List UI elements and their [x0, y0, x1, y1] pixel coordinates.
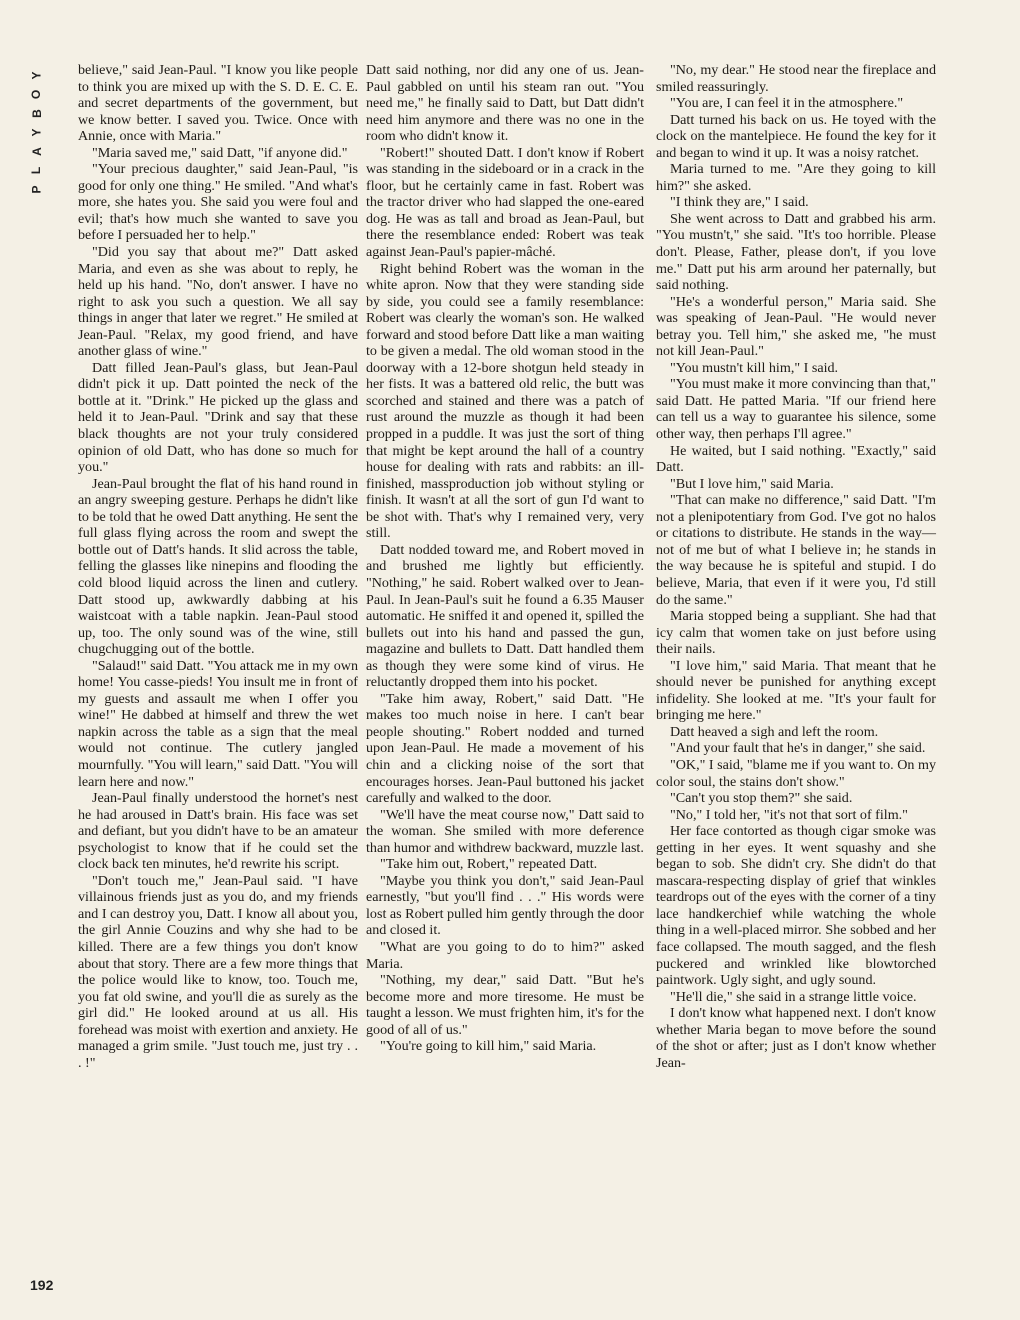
paragraph: I don't know what happened next. I don't know whether Maria began to move before the sound of the shot or after; just as I don't know whether Jean-: [656, 1005, 936, 1071]
masthead-letter: O: [29, 89, 44, 100]
paragraph: She went across to Datt and grabbed his arm. "You mustn't," she said. "It's too horrible. Please don't. Please, Father, please don't, if you love me." Datt put his arm around her paternally, but said nothing.: [656, 210, 936, 294]
paragraph: Datt nodded toward me, and Robert moved in and brushed me lightly but efficiently. "Nothing," he said. Robert walked over to Jean-Paul. In Jean-Paul's suit he found a 6.35 Mauser automatic. He sniffed it and opened it, spilled the bullets out into his hand and passed the gun, magazine and bullets to Datt. Datt handled them as though they were some kind of virus. He reluctantly dropped them into his pocket.: [366, 541, 644, 691]
paragraph: "OK," I said, "blame me if you want to. On my color soul, the stains don't show.": [656, 756, 936, 790]
paragraph: believe," said Jean-Paul. "I know you like people to think you are mixed up with the S. D. E. C. E. and secret departments of the government, but we know better. I saved you. Twice. Once with Annie, once with Maria.": [78, 62, 358, 145]
paragraph: Maria turned to me. "Are they going to kill him?" she asked.: [656, 161, 936, 194]
paragraph: "Did you say that about me?" Datt asked Maria, and even as she was about to reply, he held up his hand. "No, don't answer. I have no right to ask you such a question. We all say things in anger that later we regret." He smiled at Jean-Paul. "Relax, my good friend, and have another glass of wine.": [78, 244, 358, 360]
text-column-1: [78, 62, 358, 1071]
paragraph: Datt heaved a sigh and left the room.: [670, 723, 879, 740]
text-column-3: [656, 62, 936, 1071]
paragraph: Jean-Paul finally understood the hornet's nest he had aroused in Datt's brain. His face was set and defiant, but you didn't have to be an amateur psychologist to know that if he could set the clock back ten minutes, he'd rewrite his script.: [78, 790, 358, 873]
paragraph: "You are, I can feel it in the atmosphere.": [670, 95, 904, 112]
paragraph: Right behind Robert was the woman in the white apron. Now that they were standing side by side, you could see a family resemblance: Robert was clearly the woman's son. He walked forward and stood before Datt like a man waiting to be given a medal. The old woman stood in the doorway with a 12-bore shotgun held steady in her fists. It was a battered old relic, the butt was scorched and stained and there was a patch of rust around the muzzle as though it had been propped in a puddle. It was just the sort of thing that might be kept around the hall of a country house for dealing with rats and rabbits: an ill-finished, massproduction job without styling or finish. It wasn't at all the sort of gun I'd want to be shot with. That's why I remained very, very still.: [366, 260, 644, 542]
paragraph: "Salaud!" said Datt. "You attack me in my own home! You casse-pieds! You insult me in front of my guests and assault me when I offer you wine!" He dabbed at himself and threw the wet napkin across the table as a sign that the meal would not continue. The cutlery jangled mournfully. "You will learn," said Datt. "You will learn here and now.": [78, 657, 358, 790]
paragraph: "He'll die," she said in a strange little voice.: [670, 988, 917, 1005]
paragraph: "We'll have the meat course now," Datt said to the woman. She smiled with more deference than humor and withdrew backward, muzzle last.: [366, 806, 644, 856]
paragraph: Datt turned his back on us. He toyed with the clock on the mantelpiece. He found the key for it and began to wind it up. It was a noisy ratchet.: [656, 111, 936, 161]
paragraph: "No," I told her, "it's not that sort of film.": [670, 806, 908, 823]
paragraph: "I love him," said Maria. That meant that he should never be punished for anything except infidelity. She looked at me. "It's your fault for bringing me here.": [656, 657, 936, 724]
page-number: 192: [30, 1277, 54, 1293]
paragraph: "Robert!" shouted Datt. I don't know if Robert was standing in the sideboard or in a crack in the floor, but he certainly came in fast. Robert was the tractor driver who had slapped the one-eared dog. He was as tall and broad as Jean-Paul, but there the resemblance ended: Robert was teak against Jean-Paul's papier-mâché.: [366, 144, 644, 261]
paragraph: "Can't you stop them?" she said.: [670, 790, 853, 807]
playboy-masthead: [27, 66, 47, 199]
paragraph: He waited, but I said nothing. "Exactly," said Datt.: [656, 442, 936, 476]
paragraph: "You mustn't kill him," I said.: [670, 359, 839, 376]
masthead-letter: Y: [29, 71, 44, 80]
paragraph: "He's a wonderful person," Maria said. She was speaking of Jean-Paul. "He would never betray you. Tell him," she asked me, "he must not kill Jean-Paul.": [656, 293, 936, 360]
paragraph: Datt said nothing, nor did any one of us. Jean-Paul gabbled on until his steam ran out. "You need me," he finally said to Datt, but Datt didn't need him anymore and there was no one in the room who didn't know it.: [366, 62, 644, 145]
paragraph: "You're going to kill him," said Maria.: [380, 1038, 597, 1055]
paragraph: Jean-Paul brought the flat of his hand round in an angry sweeping gesture. Perhaps he didn't like to be told that he owed Datt anything. He sent the full glass flying across the room and swept the bottle out of Datt's hands. It slid across the table, felling the glasses like ninepins and flooding the cold blood liquid across the linen and cutlery. Datt stood up, awkwardly dabbing at his waistcoat with a table napkin. Jean-Paul stood up, too. The only sound was of the wine, still chugchugging out of the bottle.: [78, 475, 358, 658]
paragraph: "What are you going to do to him?" asked Maria.: [366, 938, 644, 972]
paragraph: "Don't touch me," Jean-Paul said. "I have villainous friends just as you do, and my friends and I can destroy you, Datt. I know all about you, the girl Annie Couzins and why she had to be killed. There are a few things you don't know about that story. There are a few more things that the police would like to know, too. Touch me, you fat old swine, and you'll die as surely as the girl did." He looked around at us all. His forehead was moist with exertion and anxiety. He managed a grim smile. "Just touch me, just try . . . !": [78, 872, 358, 1071]
paragraph: Her face contorted as though cigar smoke was getting in her eyes. It went squashy and she began to sob. She didn't cry. She didn't do that mascara-respecting display of grief that winkles teardrops out of the eyes with the corner of a tiny lace handkerchief while watching the whole thing in a well-placed mirror. She sobbed and her face collapsed. The mouth sagged, and the flesh puckered and wrinkled like blowtorched paintwork. Ugly sight, and ugly sound.: [656, 823, 936, 989]
masthead-letter: B: [29, 109, 44, 118]
masthead-letter: A: [29, 147, 44, 156]
paragraph: "No, my dear." He stood near the fireplace and smiled reassuringly.: [656, 62, 936, 95]
paragraph: "Nothing, my dear," said Datt. "But he's become more and more tiresome. He must be taught a lesson. We must frighten him, it's for the good of all of us.": [366, 972, 644, 1038]
paragraph: "Take him away, Robert," said Datt. "He makes too much noise in here. I can't bear people shouting." Robert nodded and turned upon Jean-Paul. He made a movement of his chin and a clicking noise of the sort that encourages horses. Jean-Paul buttoned his jacket carefully and walked to the door.: [366, 690, 644, 807]
paragraph: "Maria saved me," said Datt, "if anyone did.": [92, 144, 348, 161]
text-column-2: [366, 62, 644, 1055]
paragraph: "And your fault that he's in danger," she said.: [670, 740, 926, 757]
paragraph: Maria stopped being a suppliant. She had that icy calm that women take on just before using their nails.: [656, 608, 936, 658]
paragraph: "Your precious daughter," said Jean-Paul, "is good for only one thing." He smiled. "And what's more, she hates you. She said you were foul and evil; that's how much she wanted to save you before I persuaded her to help.": [78, 161, 358, 244]
paragraph: "Take him out, Robert," repeated Datt.: [380, 856, 598, 873]
paragraph: "You must make it more convincing than that," said Datt. He patted Maria. "If our friend here can tell us a way to guarantee his silence, some other way, then perhaps I'll agree.": [656, 376, 936, 443]
masthead-letter: Y: [29, 128, 44, 137]
paragraph: "I think they are," I said.: [670, 194, 809, 211]
masthead-letter: L: [29, 166, 44, 175]
masthead-letter: P: [29, 185, 44, 194]
paragraph: "But I love him," said Maria.: [670, 475, 834, 492]
paragraph: Datt filled Jean-Paul's glass, but Jean-Paul didn't pick it up. Datt pointed the neck of the bottle at it. "Drink." He picked up the glass and held it to Jean-Paul. "Drink and say that these black thoughts are not your truly considered opinion of old Datt, who has done so much for you.": [78, 359, 358, 476]
paragraph: "Maybe you think you don't," said Jean-Paul earnestly, "but you'll find . . ." His words were lost as Robert pulled him gently through the door and closed it.: [366, 872, 644, 939]
paragraph: "That can make no difference," said Datt. "I'm not a plenipotentiary from God. I've got no halos or citations to distribute. He stands in the way—not of me but of what I believe in; he stands in the way because he is spiteful and stupid. I do believe, Maria, that even if it were you, I'd still do the same.": [656, 492, 936, 608]
